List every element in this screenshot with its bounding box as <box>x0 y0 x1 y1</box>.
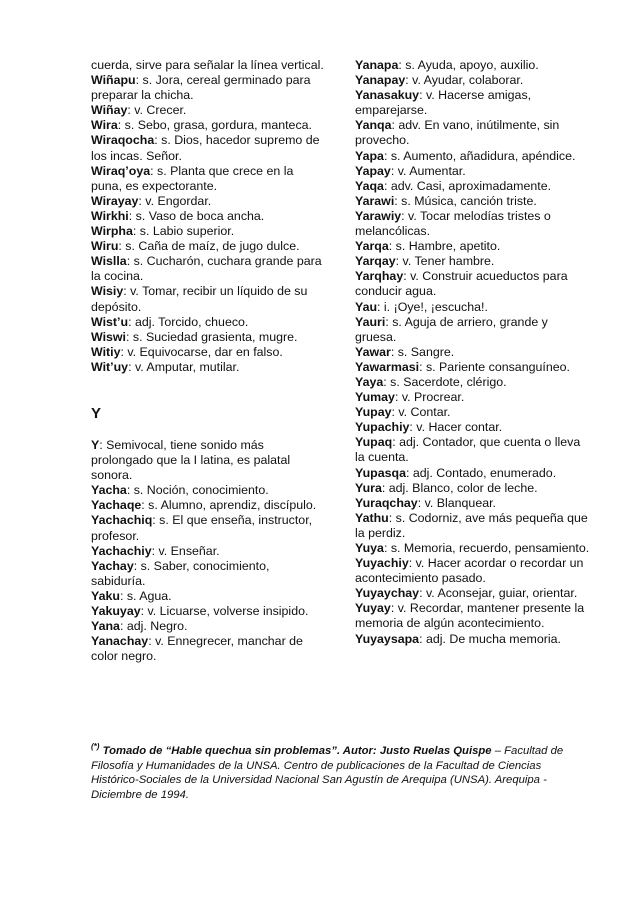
dictionary-entry <box>91 103 327 118</box>
entry-term: Yarqa <box>355 239 389 254</box>
entry-definition: : s. Noción, conocimiento. <box>126 483 269 498</box>
entry-definition: : s. Aumento, añadidura, apéndice. <box>383 148 576 163</box>
dictionary-entry <box>355 481 591 496</box>
entry-term: Yapay <box>355 163 391 178</box>
left-entries-w <box>91 58 327 375</box>
entry-definition: : s. Hambre, apetito. <box>388 239 501 254</box>
entry-term: Yapa <box>355 148 384 163</box>
entry-term: Yana <box>91 619 120 634</box>
entry-term: Yupachiy <box>355 420 410 435</box>
entry-definition: : adj. Torcido, chueco. <box>128 314 249 329</box>
dictionary-entry <box>355 269 591 299</box>
dictionary-entry <box>91 634 327 664</box>
entry-term: Wirpha <box>91 224 133 239</box>
entry-definition: : v. Crecer. <box>127 103 187 118</box>
dictionary-entry <box>355 360 591 375</box>
right-entries-y <box>355 58 591 647</box>
entry-definition: : s. Cucharón, cuchara grande para la cocina. <box>91 254 322 284</box>
dictionary-entry <box>91 544 327 559</box>
right-column <box>355 58 591 647</box>
entry-definition: : Semivocal, tiene sonido más prolongado que la I latina, es palatal sonora. <box>91 437 291 483</box>
dictionary-entry <box>91 284 327 314</box>
dictionary-entry <box>355 58 591 73</box>
dictionary-entry <box>91 118 327 133</box>
dictionary-entry <box>91 604 327 619</box>
entry-definition: : v. Ennegrecer, manchar de color negro. <box>91 634 303 664</box>
dictionary-entry <box>355 239 591 254</box>
entry-definition: : v. Licuarse, volverse insipido. <box>140 604 309 618</box>
entry-definition: : v. Hacer contar. <box>409 420 503 435</box>
entry-definition: : v. Contar. <box>391 405 451 420</box>
dictionary-entry <box>355 586 591 601</box>
entry-definition: : adj. Contado, enumerado. <box>405 465 557 480</box>
dictionary-entry <box>355 118 591 148</box>
dictionary-entry <box>91 209 327 224</box>
dictionary-entry <box>91 513 327 543</box>
dictionary-entry <box>355 375 591 390</box>
entry-term: Yuyaysapa <box>355 631 420 646</box>
entry-term: Yaqa <box>355 178 384 193</box>
dictionary-entry <box>355 556 591 586</box>
entry-term: Yakuyay <box>91 604 141 618</box>
entry-term: Wiswi <box>91 329 126 344</box>
dictionary-entry <box>355 149 591 164</box>
entry-definition: : v. Amputar, mutilar. <box>128 359 240 374</box>
entry-term: Wisiy <box>91 284 124 299</box>
entry-definition: : v. Blanquear. <box>417 495 496 510</box>
dictionary-entry <box>355 405 591 420</box>
section-letter-heading: Y <box>91 404 102 422</box>
entry-term: Wira <box>91 118 118 133</box>
entry-term: Wirayay <box>91 193 139 208</box>
dictionary-entry <box>91 483 327 498</box>
dictionary-entry <box>91 224 327 239</box>
dictionary-entry <box>355 466 591 481</box>
entry-definition: cuerda, sirve para señalar la línea vertical. <box>91 58 324 72</box>
entry-term: Yau <box>355 299 378 314</box>
entry-definition: : s. Música, canción triste. <box>394 193 537 208</box>
entry-definition: : s. Dios, hacedor supremo de los incas. Señor. <box>91 133 320 163</box>
entry-term: Yupasqa <box>355 465 406 480</box>
entry-term: Yupaq <box>355 435 393 450</box>
entry-definition: : s. El que enseña, instructor, profesor. <box>91 513 313 543</box>
left-column <box>91 58 327 664</box>
entry-term: Yupay <box>355 405 392 420</box>
footnote-source-details: – Facultad de Filosofía y Humanidades de la UNSA. Centro de publicaciones de la Facultad de Ciencias Histórico-Sociales de la Universidad Nacional San Agustín de Arequipa (UNSA). Arequipa - Diciembre de 1994. <box>91 745 564 801</box>
entry-term: Yarawi <box>355 193 395 208</box>
dictionary-entry <box>355 194 591 209</box>
entry-term: Yarqay <box>355 254 396 269</box>
entry-definition: : s. Saber, conocimiento, sabiduría. <box>91 558 270 588</box>
entry-term: Yumay <box>355 390 395 405</box>
entry-definition: : v. Ayudar, colaborar. <box>405 73 524 88</box>
left-entries-y <box>91 438 327 664</box>
footnote-source-title: Tomado de “Hable quechua sin problemas”. Autor: Justo Ruelas Quispe <box>102 745 492 757</box>
entry-term: Yacha <box>91 483 127 498</box>
entry-term: Yarawiy <box>355 208 402 223</box>
entry-definition: : v. Engordar. <box>138 193 212 208</box>
entry-definition: : s. Suciedad grasienta, mugre. <box>126 329 298 344</box>
dictionary-entry <box>91 254 327 284</box>
dictionary-entry <box>91 589 327 604</box>
entry-definition: : s. Planta que crece en la puna, es expectorante. <box>91 163 294 193</box>
footnote <box>91 744 591 802</box>
entry-definition: : adj. Negro. <box>119 619 188 634</box>
entry-term: Witiy <box>91 344 121 359</box>
entry-term: Yaku <box>91 588 120 603</box>
entry-definition: : s. Agua. <box>119 588 172 603</box>
footnote-marker: (*) <box>91 742 100 752</box>
entry-definition: : s. Memoria, recuerdo, pensamiento. <box>383 541 590 555</box>
entry-term: Yawarmasi <box>355 359 420 374</box>
dictionary-entry <box>91 164 327 194</box>
entry-term: Wiraq’oya <box>91 163 151 178</box>
entry-definition: : v. Equivocarse, dar en falso. <box>120 344 283 359</box>
entry-definition: : adv. Casi, aproximadamente. <box>383 178 552 193</box>
entry-term: Wist’u <box>91 314 129 329</box>
entry-term: Yura <box>355 480 382 495</box>
dictionary-entry <box>355 435 591 465</box>
dictionary-entry <box>355 88 591 118</box>
dictionary-entry <box>355 254 591 269</box>
entry-definition: : s. Labio superior. <box>132 224 235 239</box>
entry-term: Yanachay <box>91 634 149 649</box>
entry-definition: : v. Enseñar. <box>151 543 220 558</box>
entry-definition: : s. Aguja de arriero, grande y gruesa. <box>355 314 548 344</box>
dictionary-entry <box>91 330 327 345</box>
entry-term: Yauri <box>355 314 386 329</box>
dictionary-entry <box>355 164 591 179</box>
entry-definition: : v. Hacerse amigas, emparejarse. <box>355 88 532 118</box>
entry-definition: : v. Aconsejar, guiar, orientar. <box>419 586 578 601</box>
entry-term: Yachaqe <box>91 498 142 513</box>
dictionary-entry <box>355 601 591 631</box>
dictionary-entry <box>355 420 591 435</box>
entry-definition: : s. Alumno, aprendiz, discípulo. <box>141 498 317 513</box>
dictionary-entry <box>91 239 327 254</box>
dictionary-entry <box>91 498 327 513</box>
entry-term: Yuyaychay <box>355 586 420 601</box>
entry-term: Yachay <box>91 558 134 573</box>
dictionary-entry <box>91 58 327 73</box>
dictionary-entry <box>91 133 327 163</box>
dictionary-entry <box>91 345 327 360</box>
entry-term: Yanapa <box>355 58 399 72</box>
entry-term: Yathu <box>355 510 389 525</box>
entry-term: Yanapay <box>355 73 406 88</box>
entry-term: Yanasakuy <box>355 88 420 103</box>
entry-term: Yanqa <box>355 118 392 133</box>
dictionary-entry <box>355 300 591 315</box>
entry-definition: : s. Sebo, grasa, gordura, manteca. <box>117 118 312 133</box>
dictionary-entry <box>355 511 591 541</box>
entry-definition: : s. Jora, cereal germinado para preparar la chicha. <box>91 73 311 103</box>
dictionary-entry <box>91 360 327 375</box>
entry-definition: : s. Ayuda, apoyo, auxilio. <box>398 58 539 72</box>
entry-term: Wiñapu <box>91 73 136 88</box>
entry-term: Yuya <box>355 541 384 555</box>
entry-term: Yarqhay <box>355 269 404 284</box>
dictionary-entry <box>355 315 591 345</box>
entry-definition: : v. Tocar melodías tristes o melancólicas. <box>355 208 551 239</box>
entry-term: Wiraqocha <box>91 133 155 148</box>
entry-term: Wit’uy <box>91 359 129 374</box>
dictionary-entry <box>355 632 591 647</box>
dictionary-entry <box>355 345 591 360</box>
entry-term: Wislla <box>91 254 127 269</box>
entry-definition: : s. Sacerdote, clérigo. <box>383 374 507 389</box>
dictionary-entry <box>355 496 591 511</box>
entry-definition: : s. Pariente consanguíneo. <box>419 359 570 374</box>
entry-definition: : v. Hacer acordar o recordar un acontecimiento pasado. <box>355 556 584 586</box>
entry-term: Yawar <box>355 344 391 359</box>
entry-term: Yachachiq <box>91 513 153 528</box>
dictionary-entry <box>91 315 327 330</box>
dictionary-entry <box>91 438 327 483</box>
entry-definition: : v. Aumentar. <box>390 163 466 178</box>
entry-definition: : adj. Blanco, color de leche. <box>381 480 538 495</box>
entry-term: Y <box>91 437 100 452</box>
entry-definition: : v. Tener hambre. <box>395 254 495 269</box>
entry-definition: : v. Recordar, mantener presente la memoria de algún acontecimiento. <box>355 601 585 631</box>
dictionary-entry <box>355 209 591 239</box>
entry-definition: : adj. Contador, que cuenta o lleva la cuenta. <box>355 435 581 465</box>
entry-definition: : s. Caña de maíz, de jugo dulce. <box>118 239 300 254</box>
dictionary-entry <box>355 541 591 556</box>
entry-definition: : adv. En vano, inútilmente, sin provecho. <box>355 118 560 148</box>
entry-term: Yuyay <box>355 601 391 616</box>
dictionary-entry <box>91 559 327 589</box>
entry-term: Wiñay <box>91 103 128 118</box>
dictionary-entry <box>91 73 327 103</box>
dictionary-entry <box>355 390 591 405</box>
dictionary-entry <box>355 179 591 194</box>
entry-term: Yuraqchay <box>355 495 418 510</box>
entry-term: Yachachiy <box>91 543 152 558</box>
entry-term: Wiru <box>91 239 119 254</box>
entry-definition: : s. Codorniz, ave más pequeña que la perdiz. <box>355 510 588 540</box>
entry-definition: : i. ¡Oye!, ¡escucha!. <box>377 299 488 314</box>
entry-definition: : s. Sangre. <box>390 344 455 359</box>
entry-term: Yaya <box>355 374 384 389</box>
entry-definition: : adj. De mucha memoria. <box>419 631 561 646</box>
entry-definition: : s. Vaso de boca ancha. <box>128 208 265 223</box>
dictionary-entry <box>91 194 327 209</box>
entry-definition: : v. Tomar, recibir un líquido de su depósito. <box>91 284 308 314</box>
entry-term: Wirkhi <box>91 208 129 223</box>
entry-term: Yuyachiy <box>355 556 409 571</box>
dictionary-entry <box>91 619 327 634</box>
dictionary-entry <box>355 73 591 88</box>
entry-definition: : v. Construir acueductos para conducir agua. <box>355 269 568 299</box>
entry-definition: : v. Procrear. <box>394 390 465 405</box>
